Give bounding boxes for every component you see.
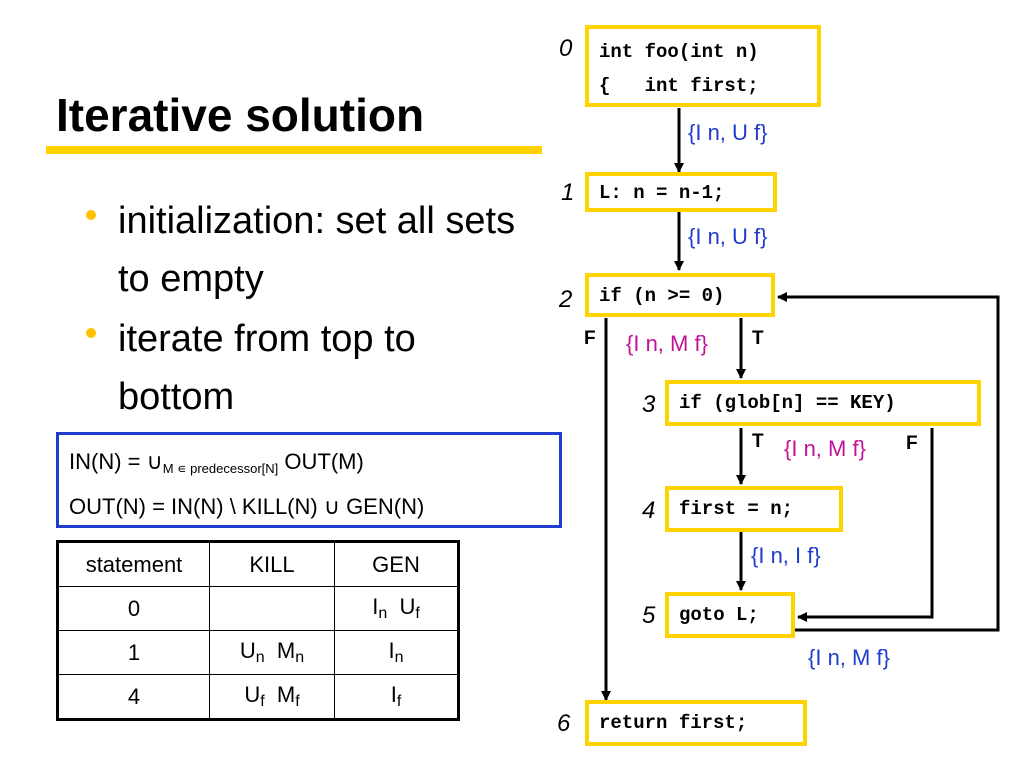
in-lhs: IN(N) = [69, 449, 147, 474]
flow-node-6: return first; [585, 700, 807, 746]
out-rhs: GEN(N) [339, 494, 425, 519]
bullet-text: initialization: set all sets to empty [118, 200, 516, 300]
edge-label-1-2: {I n, U f} [688, 224, 768, 249]
node-number: 2 [559, 286, 573, 313]
node-number: 3 [642, 391, 656, 418]
flow-node-1: L: n = n-1; [585, 172, 777, 212]
statement-cell: 0 [58, 587, 210, 631]
set-symbol: M [276, 682, 296, 707]
flow-node-3: if (glob[n] == KEY) [665, 380, 981, 426]
edge-label-2-3: {I n, M f} [626, 331, 708, 356]
set-symbol: I [372, 594, 379, 619]
branch-false-label: F [906, 433, 918, 454]
set-subscript: f [396, 693, 402, 710]
set-subscript: f [295, 693, 300, 710]
set-subscript: f [260, 693, 265, 710]
edge-label-4-5: {I n, I f} [751, 543, 821, 568]
set-symbol: U [399, 594, 416, 619]
node-number: 0 [559, 35, 573, 62]
union-symbol: ∪ [323, 494, 340, 519]
in-rhs: OUT(M) [278, 449, 364, 474]
set-symbol: M [276, 638, 296, 663]
in-subscript: M ∊ predecessor[N] [162, 461, 279, 476]
set-symbol: I [390, 682, 397, 707]
set-subscript: f [415, 605, 420, 622]
bullet-text: iterate from top to bottom [118, 318, 416, 418]
column-header: GEN [335, 542, 459, 587]
node-number: 5 [642, 602, 656, 629]
node-number: 4 [642, 497, 656, 524]
set-subscript: n [295, 649, 305, 666]
branch-true-label: T [752, 328, 764, 349]
set-symbol: U [244, 682, 261, 707]
edge-label-3-5: {I n, M f} [784, 436, 866, 461]
flow-node-5: goto L; [665, 592, 795, 638]
flow-node-4: first = n; [665, 486, 843, 532]
branch-false-label: F [584, 328, 596, 349]
set-subscript: n [378, 605, 388, 622]
node-number: 1 [561, 179, 575, 206]
slide-title: Iterative solution [56, 89, 425, 141]
set-subscript: n [255, 649, 265, 666]
set-subscript: n [394, 649, 404, 666]
flow-node-0: int foo(int n) { int first; [585, 25, 821, 107]
statement-cell: 4 [58, 675, 210, 720]
column-header: statement [58, 542, 210, 587]
flow-node-2: if (n >= 0) [585, 273, 775, 317]
edge-label-5-2: {I n, M f} [808, 645, 890, 670]
edge-label-0-1: {I n, U f} [688, 120, 768, 145]
statement-cell: 1 [58, 631, 210, 675]
column-header: KILL [210, 542, 335, 587]
branch-true-label: T [752, 431, 764, 452]
union-symbol: ∪ [146, 449, 163, 474]
set-symbol: I [388, 638, 395, 663]
set-symbol: U [239, 638, 256, 663]
edge-5-2-back [778, 297, 998, 630]
node-number: 6 [557, 710, 571, 737]
out-lhs: OUT(N) = IN(N) \ KILL(N) [69, 494, 324, 519]
